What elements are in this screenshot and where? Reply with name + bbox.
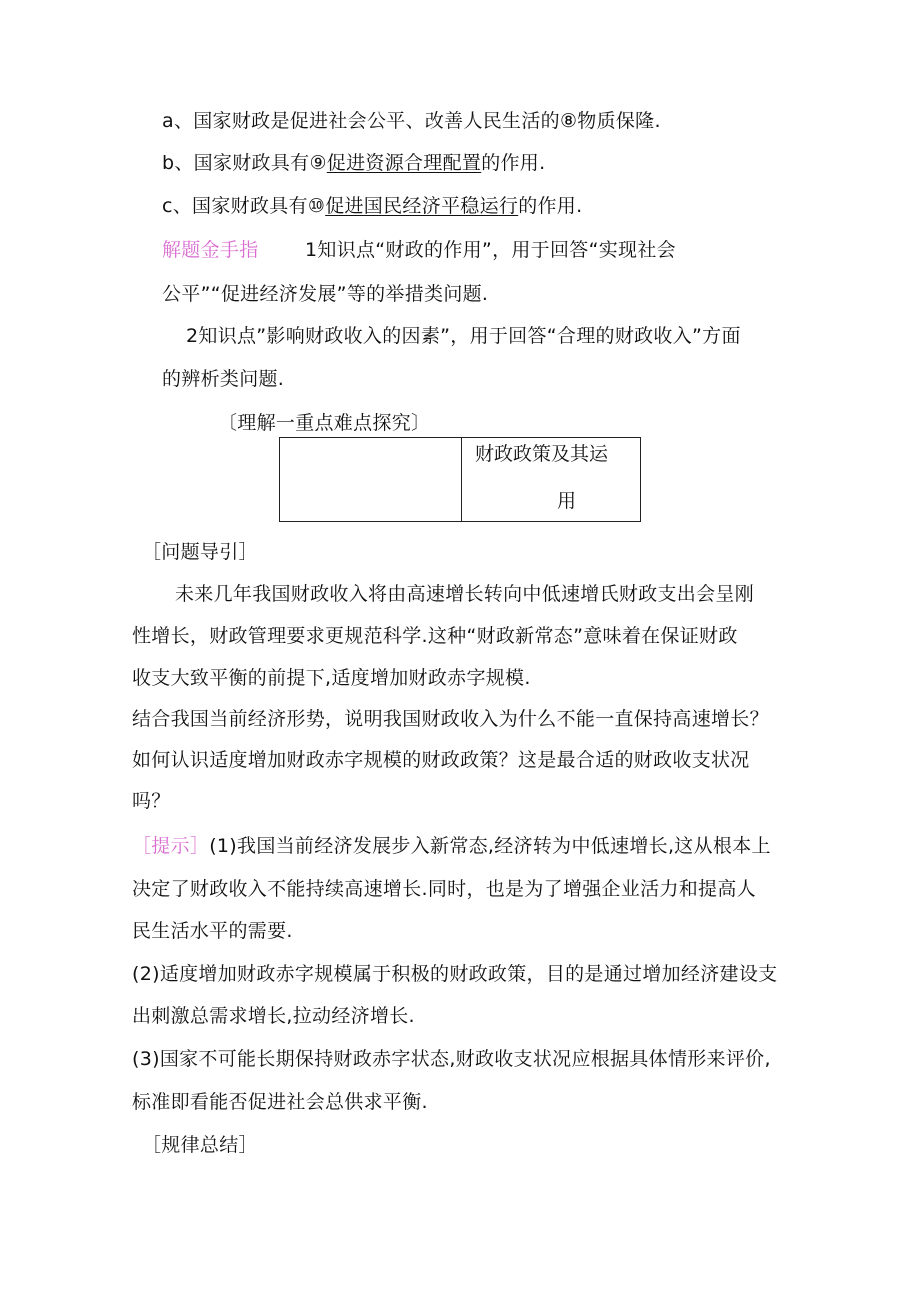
hint-1-line-3: 民生活水平的需要. xyxy=(132,920,293,942)
table-cell-line-2: 用 xyxy=(557,490,577,512)
hint-label: ［提示］ xyxy=(132,835,210,857)
tip-label: 解题金手指 xyxy=(162,239,259,261)
table-cell-line-1: 财政政策及其运 xyxy=(475,443,609,465)
item-c-suffix: 的作用. xyxy=(518,195,583,217)
question-line-2: 性增长，财政管理要求更规范科学.这种“财政新常态”意味着在保证财政 xyxy=(132,625,738,647)
tip-1-line-2: 公平”“促进经济发展”等的举措类问题. xyxy=(162,283,489,305)
tip-2-line-1: 2知识点”影响财政收入的因素”，用于回答“合理的财政收入”方面 xyxy=(186,325,741,347)
hint-line-1 xyxy=(132,833,771,859)
item-a xyxy=(162,108,661,134)
item-b-suffix: 的作用. xyxy=(481,152,546,174)
item-c-prefix: c、国家财政具有⑩ xyxy=(162,195,326,217)
item-b xyxy=(162,150,545,176)
section-summary-heading: ［规律总结］ xyxy=(142,1134,258,1156)
topic-table xyxy=(279,437,641,522)
item-c-answer: 促进国民经济平稳运行 xyxy=(325,195,519,217)
item-a-suffix: . xyxy=(654,110,661,132)
hint-3-line-2: 标准即看能否促进社会总供求平衡. xyxy=(132,1091,428,1113)
item-b-prefix: b、国家财政具有⑨ xyxy=(162,152,327,174)
hint-2-line-1: (2)适度增加财政赤字规模属于积极的财政政策，目的是通过增加经济建设支 xyxy=(132,963,778,985)
table-divider xyxy=(461,438,462,521)
tip-2-line-2: 的辨析类问题. xyxy=(162,368,285,390)
item-a-prefix: a、国家财政是促进社会公平、改善人民生活的⑧ xyxy=(162,110,578,132)
hint-3-line-1: (3)国家不可能长期保持财政赤字状态,财政收支状况应根据具体情形来评价, xyxy=(132,1048,771,1070)
question-line-1: 未来几年我国财政收入将由高速增长转向中低速增氏财政支出会呈刚 xyxy=(175,583,755,605)
question-line-6: 吗？ xyxy=(132,790,171,812)
hint-1-text-a: (1)我国当前经济发展步入新常态,经济转为中低速增长,这从根本上 xyxy=(209,835,771,857)
hint-2-line-2: 出刺激总需求增长,拉动经济增长. xyxy=(132,1005,415,1027)
question-line-4: 结合我国当前经济形势，说明我国财政收入为什么不能一直保持高速增长？ xyxy=(132,708,769,730)
item-c xyxy=(162,193,582,219)
tip-1-line-1: 1知识点“财政的作用”，用于回答“实现社会 xyxy=(305,239,676,261)
item-a-answer: 物质保隆 xyxy=(577,110,655,132)
question-line-3: 收支大致平衡的前提下,适度增加财政赤字规模. xyxy=(132,667,531,689)
section-question-heading: ［问题导引］ xyxy=(142,541,258,563)
section-understand-heading: 〔理解一重点难点探究〕 xyxy=(218,412,431,434)
hint-1-line-2: 决定了财政收入不能持续高速增长.同时，也是为了增强企业活力和提高人 xyxy=(132,878,756,900)
question-line-5: 如何认识适度增加财政赤字规模的财政政策？这是最合适的财政收支状况 xyxy=(132,749,750,771)
item-b-answer: 促进资源合理配置 xyxy=(326,152,482,174)
